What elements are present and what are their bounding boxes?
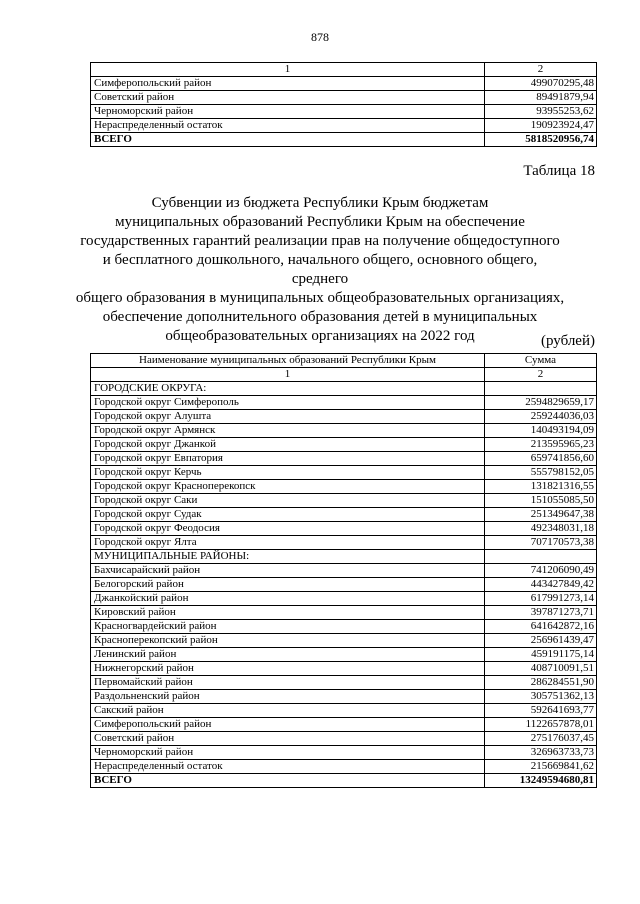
table-row (91, 508, 597, 522)
table-row (91, 690, 597, 704)
title-line: муниципальных образований Республики Крым на обеспечение (115, 214, 525, 230)
amount-cell: 256961439,47 (485, 634, 597, 648)
main-table-body (91, 354, 597, 788)
municipality-name: Городской округ Ялта (91, 536, 485, 550)
amount-cell: 131821316,55 (485, 480, 597, 494)
table-row (91, 466, 597, 480)
table-row (91, 522, 597, 536)
column-number-1: 1 (91, 368, 485, 382)
municipality-name: Белогорский район (91, 578, 485, 592)
table-row (91, 606, 597, 620)
column-number-2: 2 (485, 63, 597, 77)
column-number-1: 1 (91, 63, 485, 77)
table-row (91, 564, 597, 578)
amount-cell: 286284551,90 (485, 676, 597, 690)
amount-cell: 459191175,14 (485, 648, 597, 662)
municipality-name: Советский район (91, 91, 485, 105)
amount-cell: 397871273,71 (485, 606, 597, 620)
table-row (91, 634, 597, 648)
municipality-name: Городской округ Керчь (91, 466, 485, 480)
amount-cell: 443427849,42 (485, 578, 597, 592)
amount-cell: 93955253,62 (485, 105, 597, 119)
table-row (91, 662, 597, 676)
amount-cell: 259244036,03 (485, 410, 597, 424)
municipality-name: Городской округ Евпатория (91, 452, 485, 466)
amount-cell: 659741856,60 (485, 452, 597, 466)
column-number-row (91, 368, 597, 382)
top-table (90, 62, 597, 147)
total-amount: 13249594680,81 (485, 774, 597, 788)
municipality-name: Ленинский район (91, 648, 485, 662)
table-row (91, 494, 597, 508)
title-line: общеобразовательных организациях на 2022 год (165, 328, 475, 344)
municipality-name: Раздольненский район (91, 690, 485, 704)
municipality-name: Красногвардейский район (91, 620, 485, 634)
municipality-name: Симферопольский район (91, 77, 485, 91)
total-row (91, 133, 597, 147)
column-number-row (91, 63, 597, 77)
empty-cell (485, 550, 597, 564)
title-line: государственных гарантий реализации прав на получение общедоступного (80, 233, 560, 249)
table-row (91, 77, 597, 91)
title-line: обеспечение дополнительного образования детей в муниципальных (102, 309, 538, 325)
table-row (91, 438, 597, 452)
table-row (91, 396, 597, 410)
table-row (91, 718, 597, 732)
municipality-name: Сакский район (91, 704, 485, 718)
amount-cell: 213595965,23 (485, 438, 597, 452)
table-row (91, 648, 597, 662)
municipality-name: Городской округ Алушта (91, 410, 485, 424)
amount-cell: 305751362,13 (485, 690, 597, 704)
municipality-name: Кировский район (91, 606, 485, 620)
table-row (91, 424, 597, 438)
table-row (91, 676, 597, 690)
amount-cell: 492348031,18 (485, 522, 597, 536)
amount-cell: 592641693,77 (485, 704, 597, 718)
table-row (91, 732, 597, 746)
column-number-2: 2 (485, 368, 597, 382)
title-line: общего образования в муниципальных общеобразовательных организациях, (75, 290, 565, 306)
header-amount: Сумма (485, 354, 597, 368)
municipality-name: Красноперекопский район (91, 634, 485, 648)
table-row (91, 410, 597, 424)
amount-cell: 741206090,49 (485, 564, 597, 578)
amount-cell: 499070295,48 (485, 77, 597, 91)
municipality-name: Городской округ Армянск (91, 424, 485, 438)
table-row (91, 592, 597, 606)
municipality-name: Городской округ Джанкой (91, 438, 485, 452)
municipality-name: Черноморский район (91, 746, 485, 760)
table-row (91, 620, 597, 634)
amount-cell: 617991273,14 (485, 592, 597, 606)
amount-cell: 641642872,16 (485, 620, 597, 634)
amount-cell: 89491879,94 (485, 91, 597, 105)
table-row (91, 536, 597, 550)
amount-cell: 326963733,73 (485, 746, 597, 760)
municipality-name: Советский район (91, 732, 485, 746)
table-row (91, 704, 597, 718)
amount-cell: 408710091,51 (485, 662, 597, 676)
table-label: Таблица 18 (523, 163, 595, 179)
amount-cell: 151055085,50 (485, 494, 597, 508)
municipality-name: Нераспределенный остаток (91, 119, 485, 133)
municipality-name: Джанкойский район (91, 592, 485, 606)
table-row (91, 119, 597, 133)
table-row (91, 91, 597, 105)
total-amount: 5818520956,74 (485, 133, 597, 147)
table-row (91, 105, 597, 119)
table-row (91, 452, 597, 466)
header-row (91, 354, 597, 368)
municipality-name: Первомайский район (91, 676, 485, 690)
amount-cell: 190923924,47 (485, 119, 597, 133)
section-row-municipal (91, 550, 597, 564)
amount-cell: 707170573,38 (485, 536, 597, 550)
municipality-name: Бахчисарайский район (91, 564, 485, 578)
section-label: ГОРОДСКИЕ ОКРУГА: (91, 382, 485, 396)
amount-cell: 1122657878,01 (485, 718, 597, 732)
amount-cell: 251349647,38 (485, 508, 597, 522)
section-row-city (91, 382, 597, 396)
amount-cell: 215669841,62 (485, 760, 597, 774)
unit-label: (рублей) (540, 333, 595, 349)
header-name: Наименование муниципальных образований Республики Крым (91, 354, 485, 368)
municipality-name: Нижнегорский район (91, 662, 485, 676)
municipality-name: Городской округ Красноперекопск (91, 480, 485, 494)
municipality-name: Черноморский район (91, 105, 485, 119)
table-row (91, 746, 597, 760)
main-table (90, 353, 597, 788)
table-row (91, 578, 597, 592)
municipality-name: Симферопольский район (91, 718, 485, 732)
page-number: 878 (311, 30, 329, 44)
table-row (91, 760, 597, 774)
municipality-name: Городской округ Симферополь (91, 396, 485, 410)
municipality-name: Нераспределенный остаток (91, 760, 485, 774)
title-line: и бесплатного дошкольного, начального общего, основного общего, среднего (102, 252, 538, 287)
amount-cell: 275176037,45 (485, 732, 597, 746)
municipality-name: Городской округ Феодосия (91, 522, 485, 536)
municipality-name: Городской округ Судак (91, 508, 485, 522)
total-label: ВСЕГО (91, 133, 485, 147)
municipality-name: Городской округ Саки (91, 494, 485, 508)
top-table-body (91, 63, 597, 147)
total-label: ВСЕГО (91, 774, 485, 788)
amount-cell: 555798152,05 (485, 466, 597, 480)
title-line: Субвенции из бюджета Республики Крым бюджетам (151, 195, 489, 211)
amount-cell: 140493194,09 (485, 424, 597, 438)
total-row (91, 774, 597, 788)
section-label: МУНИЦИПАЛЬНЫЕ РАЙОНЫ: (91, 550, 485, 564)
amount-cell: 2594829659,17 (485, 396, 597, 410)
empty-cell (485, 382, 597, 396)
table-title (75, 194, 565, 346)
table-row (91, 480, 597, 494)
